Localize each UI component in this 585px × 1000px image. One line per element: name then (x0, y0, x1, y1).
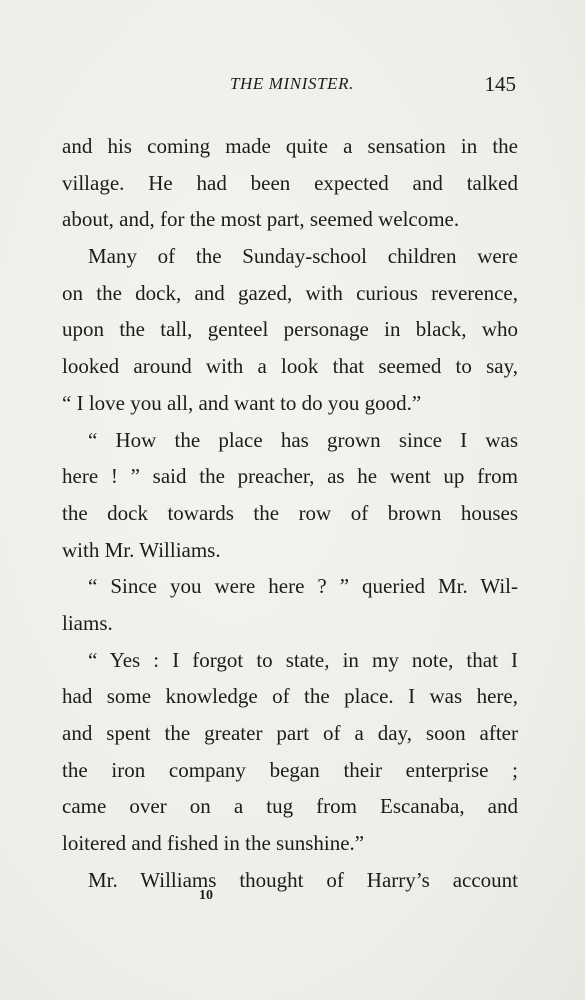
text-line: here ! ” said the preacher, as he went up from (62, 464, 518, 489)
text-line: “ I love you all, and want to do you good.” (62, 390, 422, 415)
text-line: Mr. Williams thought of Harry’s account (88, 867, 518, 892)
body-text (62, 128, 518, 898)
running-head (62, 74, 518, 100)
page-number: 145 (484, 72, 516, 96)
text-line: looked around with a look that seemed to say, (62, 354, 518, 379)
text-line: the iron company began their enterprise ; (62, 757, 518, 782)
text-line: loitered and fished in the sunshine.” (62, 831, 365, 856)
text-line: “ How the place has grown since I was (88, 427, 518, 452)
text-line: village. He had been expected and talked (62, 170, 518, 195)
text-line: the dock towards the row of brown houses (62, 500, 518, 525)
text-line: with Mr. Williams. (62, 537, 221, 562)
text-line: and his coming made quite a sensation in the (62, 134, 518, 158)
text-line: and spent the greater part of a day, soon after (62, 721, 518, 745)
text-line: came over on a tug from Escanaba, and (62, 794, 518, 819)
text-line: on the dock, and gazed, with curious reverence, (62, 280, 518, 305)
text-line: upon the tall, genteel personage in black, who (62, 317, 518, 342)
running-title: THE MINISTER. (230, 74, 354, 93)
text-line: had some knowledge of the place. I was here, (62, 684, 518, 709)
signature-mark: 10 (199, 888, 213, 903)
text-line: “ Yes : I forgot to state, in my note, that I (88, 647, 518, 672)
text-line: “ Since you were here ? ” queried Mr. Wil- (88, 574, 518, 599)
text-line: Many of the Sunday-school children were (88, 244, 518, 269)
text-line: liams. (62, 610, 113, 635)
text-line: about, and, for the most part, seemed welcome. (62, 207, 460, 232)
